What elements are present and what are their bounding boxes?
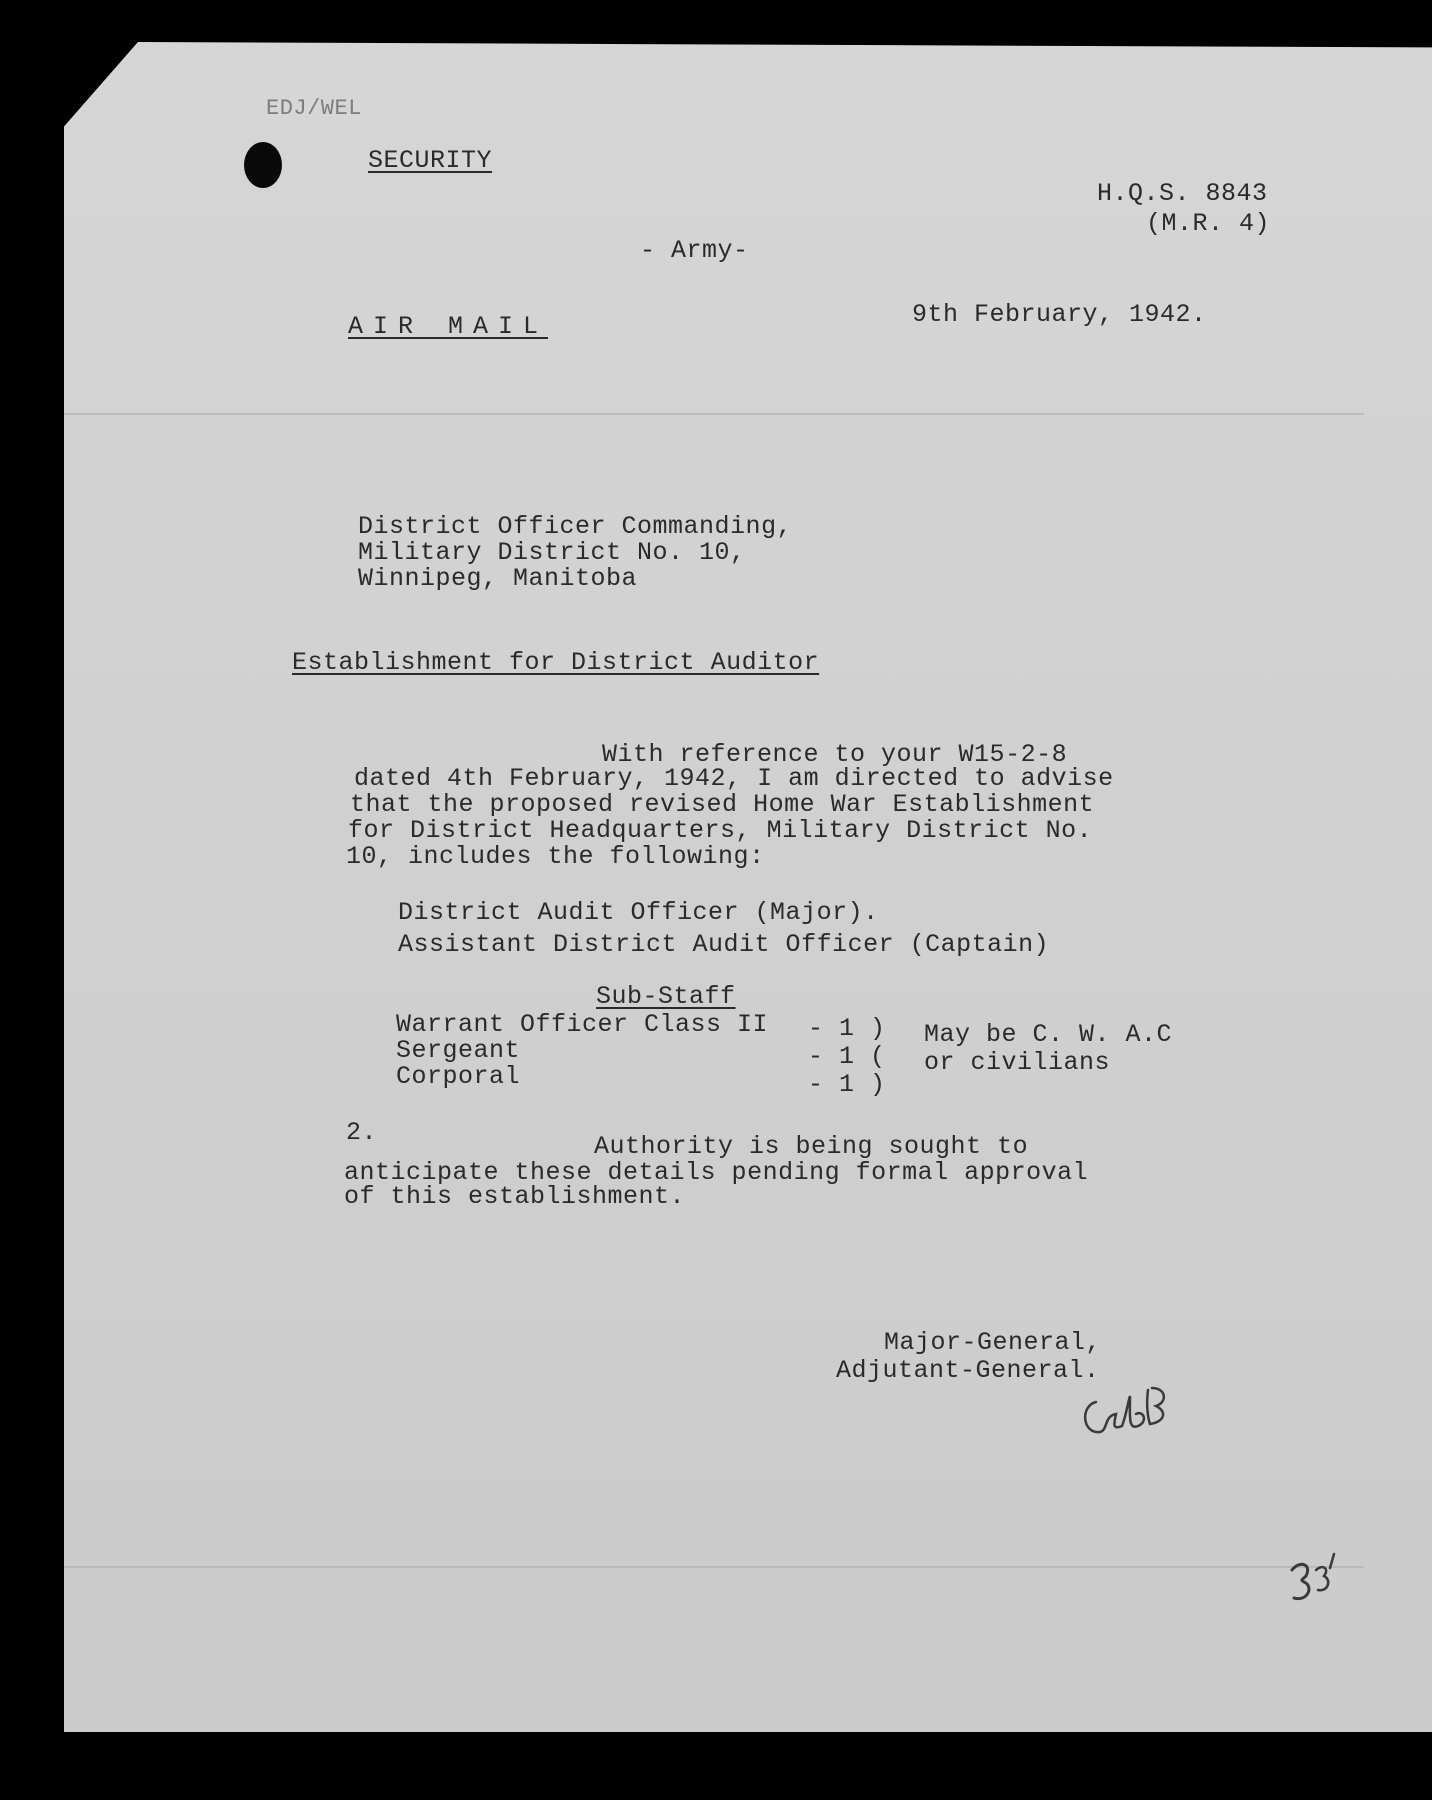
- classification-label: SECURITY: [368, 146, 493, 175]
- substaff-rank: Sergeant: [396, 1036, 521, 1065]
- substaff-note: May be C. W. A.C: [924, 1020, 1173, 1049]
- substaff-count: - 1 ): [808, 1070, 886, 1099]
- handwritten-page-number: [1286, 1550, 1346, 1610]
- file-reference: EDJ/WEL: [266, 96, 362, 121]
- body-text-line: for District Headquarters, Military District No.: [348, 816, 1093, 845]
- addressee-line: Winnipeg, Manitoba: [358, 564, 638, 593]
- substaff-rank: Corporal: [396, 1062, 521, 1091]
- service-label: - Army-: [640, 236, 749, 265]
- body-text-line: anticipate these details pending formal approval: [344, 1158, 1089, 1187]
- body-text-line: that the proposed revised Home War Establishment: [350, 790, 1095, 819]
- signatory-title: Adjutant-General.: [836, 1356, 1100, 1385]
- letter-date: 9th February, 1942.: [912, 300, 1207, 329]
- substaff-count: - 1 ): [808, 1014, 886, 1043]
- handwritten-initials: [1076, 1372, 1176, 1452]
- punch-hole: [244, 142, 282, 188]
- signatory-rank: Major-General,: [884, 1328, 1102, 1357]
- body-text-line: dated 4th February, 1942, I am directed to advise: [354, 764, 1114, 793]
- addressee-line: Military District No. 10,: [358, 538, 746, 567]
- substaff-rank: Warrant Officer Class II: [396, 1010, 769, 1039]
- body-text-line: With reference to your W15-2-8: [602, 740, 1068, 769]
- delivery-label: AIR MAIL: [348, 312, 549, 341]
- paragraph-number: 2.: [346, 1118, 378, 1147]
- mr-number: (M.R. 4): [1146, 209, 1271, 238]
- body-text-line: 10, includes the following:: [346, 842, 765, 871]
- substaff-count: - 1 (: [808, 1042, 886, 1071]
- establishment-item: Assistant District Audit Officer (Captain): [398, 930, 1050, 959]
- body-text-line: of this establishment.: [344, 1182, 686, 1211]
- fold-line: [64, 413, 1364, 415]
- establishment-item: District Audit Officer (Major).: [398, 898, 879, 927]
- substaff-note: or civilians: [924, 1048, 1111, 1077]
- subject-line: Establishment for District Auditor: [292, 648, 820, 677]
- document-page: [64, 42, 1432, 1732]
- fold-line: [64, 1566, 1364, 1568]
- body-text-line: Authority is being sought to: [594, 1132, 1029, 1161]
- substaff-heading: Sub-Staff: [596, 982, 736, 1011]
- addressee-line: District Officer Commanding,: [358, 512, 793, 541]
- hqs-number: H.Q.S. 8843: [1097, 179, 1268, 208]
